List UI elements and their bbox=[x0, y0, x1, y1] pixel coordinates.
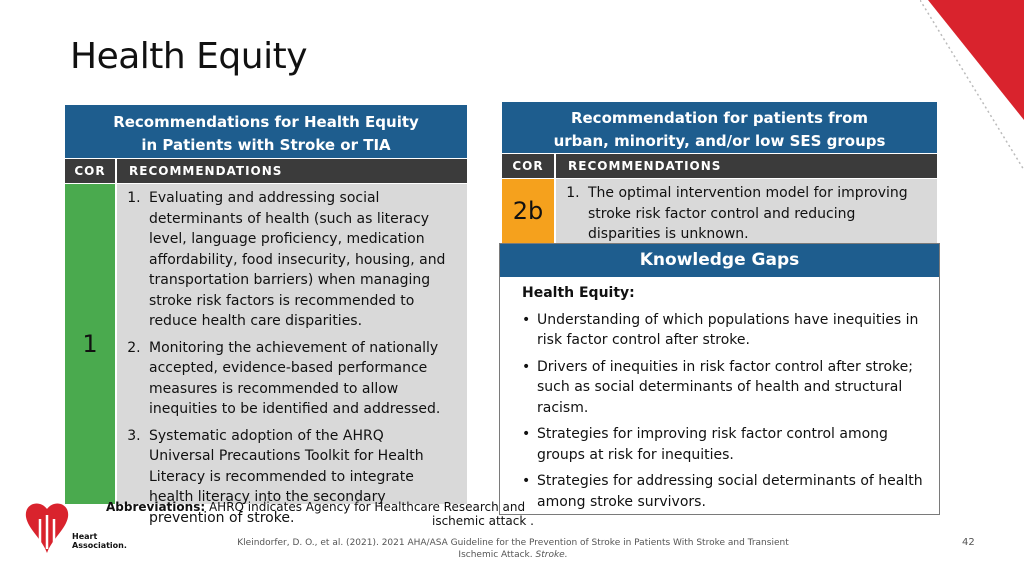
knowledge-gaps-box bbox=[499, 243, 940, 515]
list-item: 3. Systematic adoption of the AHRQ Universal Precautions Toolkit for Health Literacy is recommended to integrate health literacy into the secondary prevention of stroke. bbox=[145, 426, 449, 529]
list-item: • Strategies for improving risk factor control among groups at risk for inequities. bbox=[522, 424, 923, 465]
logo-text-line: Association. bbox=[72, 541, 127, 550]
citation bbox=[225, 537, 801, 561]
list-item: • Strategies for addressing social determinants of health among stroke survivors. bbox=[522, 471, 923, 512]
list-item: 1. The optimal intervention model for improving stroke risk factor control and reducing disparities is unknown. bbox=[584, 183, 919, 245]
slide-title: Health Equity bbox=[70, 36, 307, 77]
citation-line: Kleindorfer, D. O., et al. (2021). 2021 AHA/ASA Guideline for the Prevention of Stroke in Patients With Stroke and Transient bbox=[237, 538, 789, 548]
column-header-cor: COR bbox=[65, 159, 117, 183]
knowledge-gaps-body bbox=[500, 277, 939, 512]
table-header bbox=[502, 102, 937, 153]
citation-line bbox=[225, 549, 801, 561]
table-header-line: Recommendations for Health Equity bbox=[113, 113, 419, 131]
knowledge-gaps-list bbox=[522, 310, 923, 513]
abbreviations-text: AHRQ indicates Agency for Healthcare Research and bbox=[205, 500, 526, 514]
page-number: 42 bbox=[962, 537, 975, 548]
knowledge-gaps-subtitle: Health Equity: bbox=[522, 285, 635, 301]
knowledge-gaps-title: Knowledge Gaps bbox=[500, 244, 939, 277]
list-item: • Understanding of which populations have inequities in risk factor control after stroke. bbox=[522, 310, 923, 351]
logo-text-line: Heart bbox=[72, 532, 98, 541]
column-header-recommendations: RECOMMENDATIONS bbox=[568, 159, 722, 173]
table-header-line: in Patients with Stroke or TIA bbox=[141, 136, 391, 154]
column-header-cor: COR bbox=[502, 154, 556, 178]
list-item: • Drivers of inequities in risk factor control after stroke; such as social determinants of health and structural racism. bbox=[522, 357, 923, 419]
abbreviations-label: Abbreviations: bbox=[106, 500, 206, 514]
table-header bbox=[65, 105, 467, 158]
abbreviations-note bbox=[106, 500, 525, 514]
citation-text: Ischemic Attack. bbox=[458, 550, 533, 560]
table-header-line: urban, minority, and/or low SES groups bbox=[553, 132, 886, 150]
table-header-line: Recommendation for patients from bbox=[570, 109, 869, 127]
logo-text bbox=[72, 532, 127, 550]
recommendation-list bbox=[556, 179, 937, 245]
cor-cell: 2b bbox=[502, 179, 556, 243]
cor-cell: 1 bbox=[65, 184, 117, 504]
column-header-row bbox=[502, 153, 937, 178]
abbreviations-text-continued: ischemic attack . bbox=[432, 514, 534, 528]
column-header-recommendations: RECOMMENDATIONS bbox=[129, 164, 283, 178]
column-header-row bbox=[65, 158, 467, 183]
citation-journal: Stroke. bbox=[535, 550, 568, 560]
recommendation-list bbox=[117, 184, 467, 528]
list-item: 2. Monitoring the achievement of nationally accepted, evidence-based performance measures is recommended to allow inequities to be identified and addressed. bbox=[145, 338, 449, 420]
urban-minority-recommendation-table bbox=[502, 102, 937, 243]
recommendations-cell bbox=[556, 179, 937, 243]
table-row bbox=[502, 178, 937, 243]
list-item: 1. Evaluating and addressing social determinants of health (such as literacy level, language proficiency, medication affordability, food insecurity, housing, and transportation barriers) when managing stroke risk factors is recommended to reduce health care disparities. bbox=[145, 188, 449, 332]
